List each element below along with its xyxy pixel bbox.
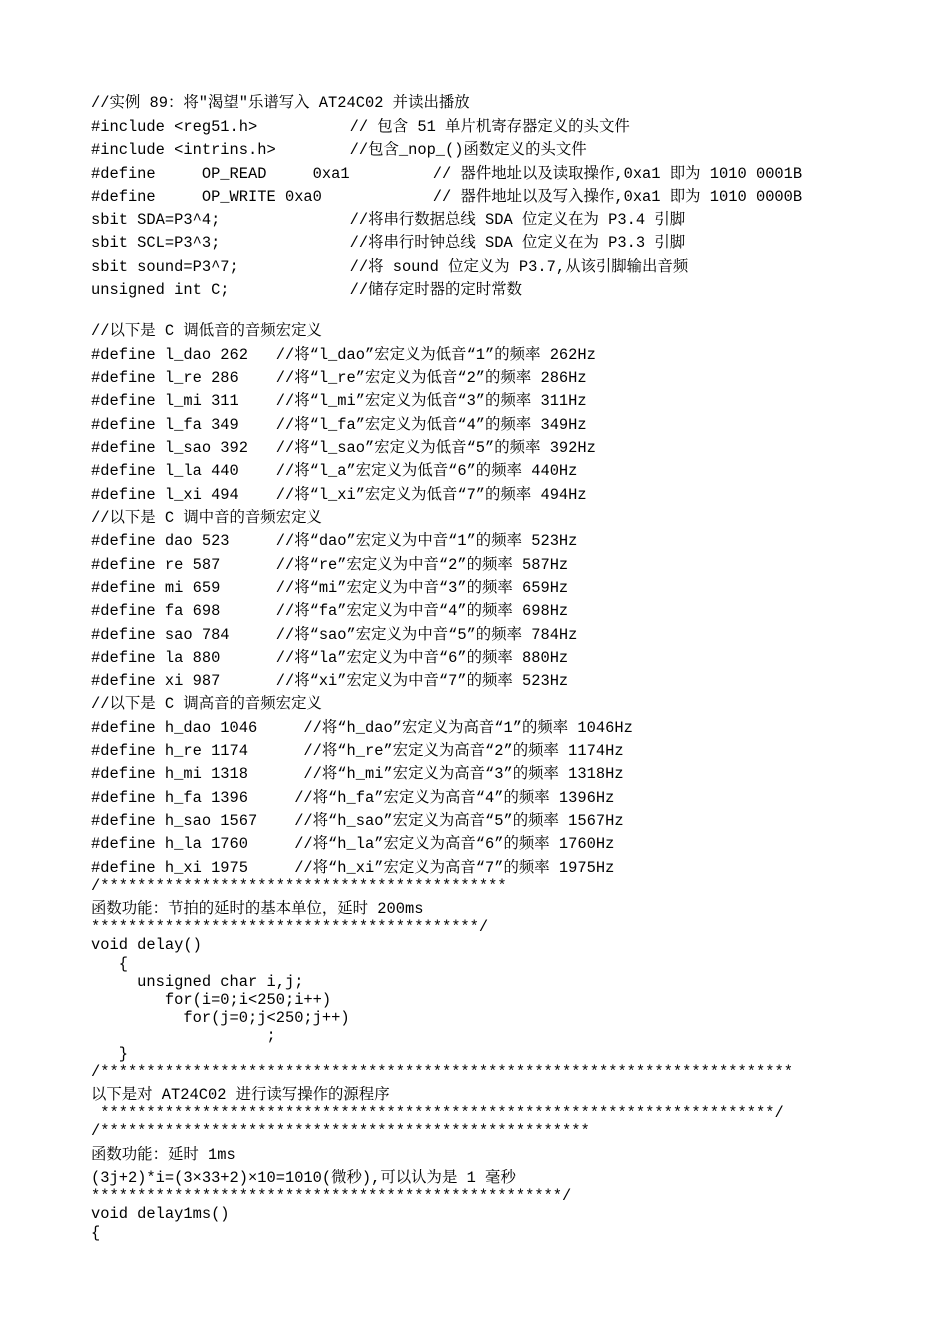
code-line: #define re 587 //将“re”宏定义为中音“2”的频率 587Hz [91,556,569,574]
code-line: #define l_la 440 //将“l_a”宏定义为低音“6”的频率 440Hz [91,462,578,480]
code-line: sbit sound=P3^7; //将 sound 位定义为 P3.7,从该引脚输出音频 [91,258,689,276]
code-line: unsigned char i,j; [91,973,304,991]
code-line: /******************************************** [91,877,507,895]
code-line: #define dao 523 //将“dao”宏定义为中音“1”的频率 523Hz [91,532,578,550]
code-line: { [91,955,128,973]
code-line: //以下是 C 调中音的音频宏定义 [91,509,322,527]
code-line: #define h_dao 1046 //将“h_dao”宏定义为高音“1”的频率 1046Hz [91,719,633,737]
code-line: #define h_sao 1567 //将“h_sao”宏定义为高音“5”的频率 1567Hz [91,812,624,830]
code-line: #define mi 659 //将“mi”宏定义为中音“3”的频率 659Hz [91,579,569,597]
code-line: unsigned int C; //储存定时器的定时常数 [91,281,522,299]
code-line: sbit SCL=P3^3; //将串行时钟总线 SDA 位定义在为 P3.3 引脚 [91,234,686,252]
code-line: ***************************************************/ [91,1187,572,1205]
code-line: /***************************************************** [91,1122,590,1140]
code-line: #define fa 698 //将“fa”宏定义为中音“4”的频率 698Hz [91,602,569,620]
code-line: #define l_mi 311 //将“l_mi”宏定义为低音“3”的频率 311Hz [91,392,587,410]
code-line: 函数功能：延时 1ms [91,1146,236,1164]
code-line: for(j=0;j<250;j++) [91,1009,350,1027]
code-line: #define la 880 //将“la”宏定义为中音“6”的频率 880Hz [91,649,569,667]
code-line: ; [91,1027,276,1045]
code-line: //实例 89：将"渴望"乐谱写入 AT24C02 并读出播放 [91,94,470,112]
code-line: for(i=0;i<250;i++) [91,991,332,1009]
code-line: ******************************************/ [91,918,489,936]
code-line: { [91,1224,101,1242]
code-line: //以下是 C 调高音的音频宏定义 [91,695,322,713]
code-line: /*************************************************************************** [91,1063,793,1081]
code-line: #include <intrins.h> //包含_nop_()函数定义的头文件 [91,141,587,159]
code-line: #include <reg51.h> // 包含 51 单片机寄存器定义的头文件 [91,118,630,136]
code-line: #define OP_READ 0xa1 // 器件地址以及读取操作,0xa1 即为 1010 0001B [91,165,803,183]
code-line: #define xi 987 //将“xi”宏定义为中音“7”的频率 523Hz [91,672,569,690]
code-line: void delay() [91,936,202,954]
code-line: #define l_dao 262 //将“l_dao”宏定义为低音“1”的频率 262Hz [91,346,596,364]
code-line: #define l_re 286 //将“l_re”宏定义为低音“2”的频率 286Hz [91,369,587,387]
code-line: 以下是对 AT24C02 进行读写操作的源程序 [91,1086,390,1104]
code-line: #define OP_WRITE 0xa0 // 器件地址以及写入操作,0xa1 即为 1010 0000B [91,188,803,206]
code-line: } [91,1045,128,1063]
code-line: 函数功能：节拍的延时的基本单位，延时 200ms [91,900,424,918]
code-line: //以下是 C 调低音的音频宏定义 [91,322,322,340]
code-line: #define h_xi 1975 //将“h_xi”宏定义为高音“7”的频率 1975Hz [91,859,615,877]
code-line: #define l_fa 349 //将“l_fa”宏定义为低音“4”的频率 349Hz [91,416,587,434]
code-line: #define sao 784 //将“sao”宏定义为中音“5”的频率 784Hz [91,626,578,644]
code-line: #define l_xi 494 //将“l_xi”宏定义为低音“7”的频率 494Hz [91,486,587,504]
code-line: #define l_sao 392 //将“l_sao”宏定义为低音“5”的频率 392Hz [91,439,596,457]
code-line: (3j+2)*i=(3×33+2)×10=1010(微秒),可以认为是 1 毫秒 [91,1169,516,1187]
code-line: *************************************************************************/ [91,1104,784,1122]
code-line: #define h_la 1760 //将“h_la”宏定义为高音“6”的频率 1760Hz [91,835,615,853]
code-line: #define h_re 1174 //将“h_re”宏定义为高音“2”的频率 1174Hz [91,742,624,760]
code-line: #define h_fa 1396 //将“h_fa”宏定义为高音“4”的频率 1396Hz [91,789,615,807]
code-line: void delay1ms() [91,1205,230,1223]
code-line: #define h_mi 1318 //将“h_mi”宏定义为高音“3”的频率 1318Hz [91,765,624,783]
code-line: sbit SDA=P3^4; //将串行数据总线 SDA 位定义在为 P3.4 引脚 [91,211,686,229]
